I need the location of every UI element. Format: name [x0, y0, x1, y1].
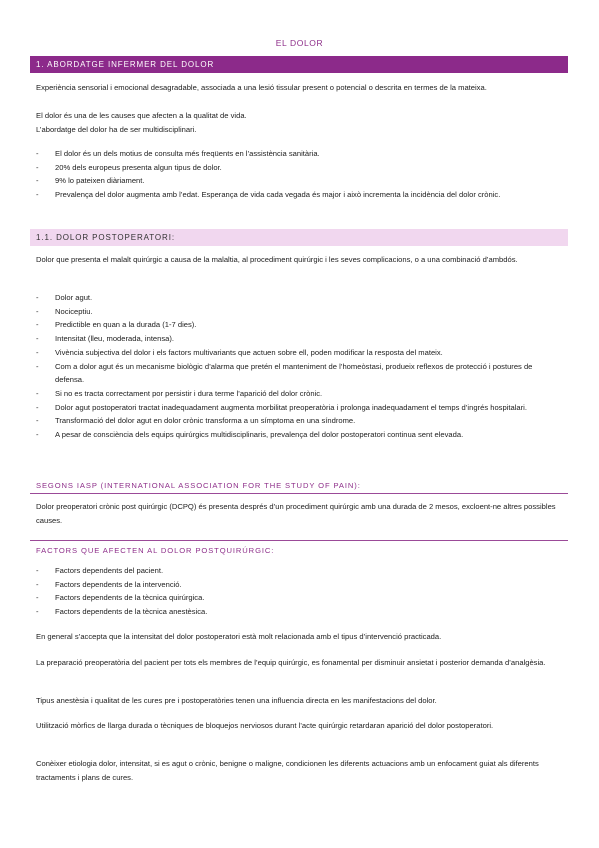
subsection-heading-postoperatori: 1.1. DOLOR POSTOPERATORI:	[30, 229, 568, 246]
list-item: - Si no es tracta correctament por persistir i dura terme l’aparició del dolor crònic.	[36, 387, 556, 401]
paragraph: Utilització mòrfics de llarga durada o tècniques de bloquejos nerviosos durant l’acte quirúrgic retardaran aparició del dolor postoperatori.	[36, 721, 494, 730]
list-item: - Vivència subjectiva del dolor i els factors multivariants que actuen sobre ell, poden modificar la resposta del mateix.	[36, 346, 556, 360]
heading-factors: FACTORS QUE AFECTEN AL DOLOR POSTQUIRÚRGIC:	[36, 546, 275, 555]
list-item: - Com a dolor agut és un mecanisme biològic d’alarma que pretén el manteniment de l’homeòstasi, produeix reflexos de protecció i postures de defensa.	[36, 360, 556, 387]
divider	[30, 493, 568, 494]
list-item: - Transformació del dolor agut en dolor crònic transforma a un símptoma en una síndrome.	[36, 414, 556, 428]
list-item: - Dolor agut.	[36, 291, 556, 305]
list-item: - El dolor és un dels motius de consulta més freqüents en l’assistència sanitària.	[36, 147, 556, 161]
paragraph: Conèixer etiologia dolor, intensitat, si es agut o crònic, benigne o maligne, condicionen les diferents actuacions amb un enfocament guiat als diferents tractaments i plans de cures.	[36, 759, 539, 782]
paragraph: Experiència sensorial i emocional desagradable, associada a una lesió tissular present o potencial o descrita en termes de la mateixa.	[36, 83, 487, 92]
list-item: - Dolor agut postoperatori tractat inadequadament augmenta morbilitat preoperatòria i prolonga inadequadament el temps d’ingrés hospitalari.	[36, 401, 556, 415]
list-item: - Factors dependents de la tècnica quirúrgica.	[36, 591, 556, 605]
list-item: - 9% lo pateixen diàriament.	[36, 174, 556, 188]
list-item: - Predictible en quan a la durada (1-7 dies).	[36, 318, 556, 332]
bullet-list-postoperatori	[36, 291, 556, 442]
paragraph: En general s’accepta que la intensitat del dolor postoperatori està molt relacionada amb el tipus d’intervenció practicada.	[36, 632, 442, 641]
list-item: - 20% dels europeus presenta algun tipus de dolor.	[36, 161, 556, 175]
paragraph: L’abordatge del dolor ha de ser multidisciplinari.	[36, 125, 197, 134]
paragraph: Dolor que presenta el malalt quirúrgic a causa de la malaltia, al procediment quirúrgic i les seves complicacions, o a una combinació d’ambdós.	[36, 255, 518, 264]
list-item: - A pesar de consciència dels equips quirúrgics multidisciplinaris, prevalença del dolor postoperatori continua sent elevada.	[36, 428, 556, 442]
section-heading-abordatge: 1. ABORDATGE INFERMER DEL DOLOR	[30, 56, 568, 73]
paragraph: El dolor és una de les causes que afecten a la qualitat de vida.	[36, 111, 247, 120]
list-item: - Intensitat (lleu, moderada, intensa).	[36, 332, 556, 346]
paragraph: Tipus anestèsia i qualitat de les cures pre i postoperatòries tenen una influencia directa en les manifestacions del dolor.	[36, 696, 437, 705]
paragraph: La preparació preoperatòria del pacient per tots els membres de l’equip quirúrgic, es fonamental per disminuir ansietat i posterior demanda d’analgèsia.	[36, 658, 546, 667]
divider	[30, 540, 568, 541]
bullet-list-factors	[36, 564, 556, 619]
list-item: - Factors dependents de la tècnica anestèsica.	[36, 605, 556, 619]
page-title: EL DOLOR	[275, 38, 324, 48]
paragraph: Dolor preoperatori crònic post quirúrgic (DCPQ) és presenta després d’un procediment quirúrgic amb una durada de 2 mesos, excloent-ne altres possibles causes.	[36, 502, 556, 525]
list-item: - Factors dependents de la intervenció.	[36, 578, 556, 592]
list-item: - Factors dependents del pacient.	[36, 564, 556, 578]
list-item: - Nociceptiu.	[36, 305, 556, 319]
heading-iasp: SEGONS IASP (INTERNATIONAL ASSOCIATION FOR THE STUDY OF PAIN):	[36, 481, 361, 490]
list-item: - Prevalença del dolor augmenta amb l’edat. Esperança de vida cada vegada és major i això incrementa la incidència del dolor crònic.	[36, 188, 556, 202]
bullet-list-section1	[36, 147, 556, 202]
